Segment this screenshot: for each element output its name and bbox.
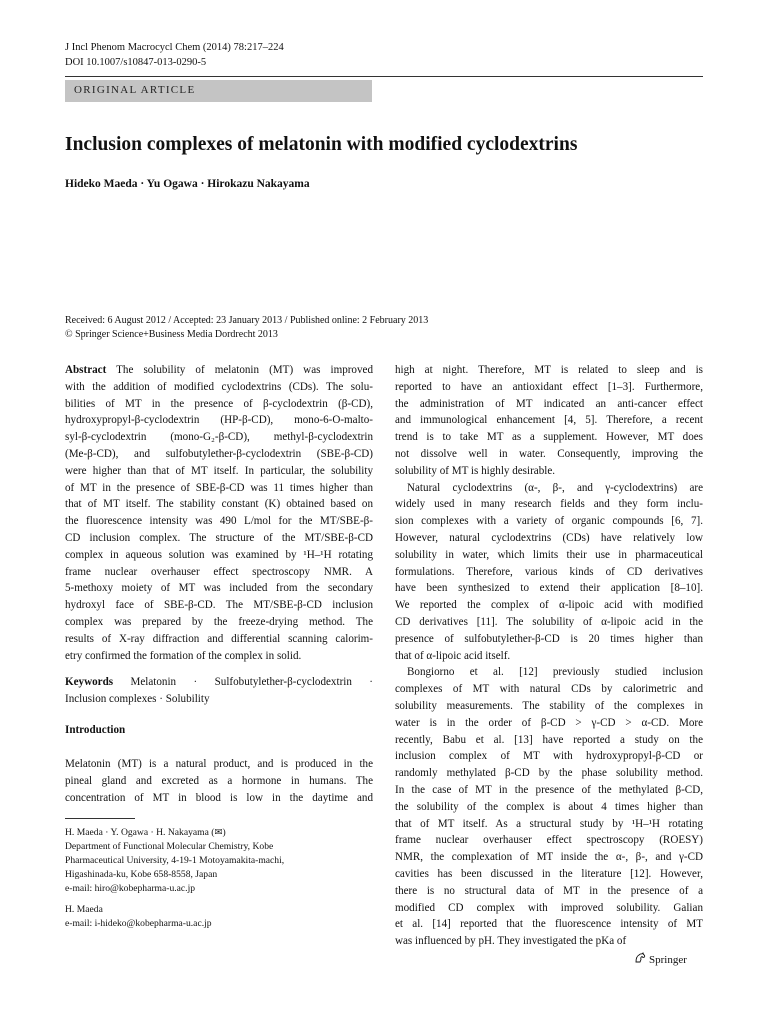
body-line: water is in the order of β-CD > γ-CD > α-CD. More — [395, 716, 703, 729]
body-line: Bongiorno et al. [12] previously studied inclusion — [407, 666, 703, 679]
publication-history: Received: 6 August 2012 / Accepted: 23 January 2013 / Published online: 2 February 2013 — [65, 315, 429, 326]
abstract — [65, 362, 373, 664]
body-line: presence of sulfobutylether-β-CD is 20 times higher than — [395, 632, 703, 645]
body-line: formulations. Therefore, various kinds of CD derivatives — [395, 565, 703, 578]
body-line: the administration of MT indicated an anti-cancer effect — [395, 397, 703, 410]
abstract-line: CD inclusion complex. The structure of the MT/SBE-β-CD — [65, 531, 373, 544]
publication-dates — [65, 314, 428, 342]
journal-citation: J Incl Phenom Macrocycl Chem (2014) 78:217–224 — [65, 42, 284, 53]
affiliation-line: e-mail: hiro@kobepharma-u.ac.jp — [65, 883, 196, 894]
abstract-line: etry confirmed the formation of the complex in solid. — [65, 649, 302, 662]
body-line: high at night. Therefore, MT is related to sleep and is — [395, 364, 703, 376]
introduction-body — [65, 756, 373, 806]
abstract-line: 5-methoxy moiety of MT was included from the secondary — [65, 582, 373, 595]
abstract-line: hydroxypropyl-β-cyclodextrin (HP-β-CD), mono-6-O-malto- — [65, 414, 373, 427]
body-line: solubility of MT is highly desirable. — [395, 464, 556, 477]
affiliation-line: e-mail: i-hideko@kobepharma-u.ac.jp — [65, 918, 212, 929]
body-line: reported to have an antioxidant effect [1–3]. Furthermore, — [395, 380, 703, 393]
body-line: We reported the complex of α-lipoic acid with modified — [395, 599, 703, 612]
abstract-line: syl-β-cyclodextrin (mono-G₂-β-CD), methyl-β-cyclodextrin — [65, 431, 373, 444]
introduction-line: pineal gland and excreted as a hormone in humans. The — [65, 774, 373, 787]
body-line: Natural cyclodextrins (α-, β-, and γ-cyclodextrins) are — [407, 481, 703, 494]
body-line: complexes of MT with natural CDs by calorimetric and — [395, 683, 703, 696]
introduction-heading: Introduction — [65, 724, 126, 736]
affiliation-line: H. Maeda — [65, 904, 103, 915]
affiliation-block-corresponding — [65, 903, 284, 931]
affiliation-line: Higashinada-ku, Kobe 658-8558, Japan — [65, 869, 218, 880]
keywords — [65, 674, 373, 708]
springer-horse-icon — [634, 952, 646, 964]
body-line: frame nuclear overhauser effect spectroscopy (ROESY) — [395, 834, 703, 847]
right-column — [395, 362, 703, 950]
body-line: widely used in many research fields and they form inclu- — [395, 498, 703, 511]
body-line: that of α-lipoic acid itself. — [395, 649, 511, 662]
footnote-rule — [65, 818, 135, 819]
body-line: NMR, the complexation of MT inside the α-, β-, and γ-CD — [395, 851, 703, 864]
body-line: not dissolve well in water. Consequently, improving the — [395, 447, 703, 460]
article-type-banner — [65, 80, 372, 102]
abstract-line: were higher than that of MT itself. In particular, the solubility — [65, 464, 373, 477]
abstract-line: hydroxyl face of SBE-β-CD. The MT/SBE-β-CD inclusion — [65, 599, 373, 612]
body-line: trend is to take MT as a supplement. However, MT does — [395, 431, 703, 444]
body-line: solubility measurements. The stability of the complexes in — [395, 699, 703, 712]
copyright-notice: © Springer Science+Business Media Dordrecht 2013 — [65, 329, 278, 340]
author-list: Hideko Maeda · Yu Ogawa · Hirokazu Nakayama — [65, 178, 310, 190]
abstract-line: results of X-ray diffraction and differential scanning calorim- — [65, 632, 373, 645]
abstract-line: the fluorescence intensity was 490 L/mol for the MT/SBE-β- — [65, 515, 373, 528]
introduction-line: Melatonin (MT) is a natural product, and is produced in the — [65, 758, 373, 770]
affiliation-line: Pharmaceutical University, 4-19-1 Motoyamakita-machi, — [65, 855, 285, 866]
header-rule — [65, 76, 703, 77]
abstract-line: that of MT itself. The stability constant (K) obtained based on — [65, 498, 373, 511]
abstract-line: Abstract The solubility of melatonin (MT) was improved — [65, 364, 373, 376]
body-line: and immunological enhancement [4, 5]. Therefore, a recent — [395, 414, 703, 427]
body-line: modified CD complex with improved solubility. Galian — [395, 901, 703, 914]
keywords-line: Keywords Melatonin · Sulfobutylether-β-cyclodextrin · — [65, 676, 373, 689]
affiliation-line: Department of Functional Molecular Chemistry, Kobe — [65, 841, 274, 852]
body-line: there is no structural data of MT in the presence of a — [395, 884, 703, 897]
left-column — [65, 362, 373, 708]
body-line: inclusion complex of MT with hydroxypropyl-β-CD or — [395, 750, 703, 763]
body-line: the solubility of the complex is about 4 times higher than — [395, 800, 703, 813]
article-type: ORIGINAL ARTICLE — [74, 84, 196, 96]
abstract-line: (Me-β-CD), and sulfobutylether-β-cyclodextrin (SBE-β-CD) — [65, 447, 373, 460]
body-line: sion complexes with a variety of organic compounds [6, 7]. — [395, 515, 703, 528]
affiliations — [65, 826, 284, 931]
doi: DOI 10.1007/s10847-013-0290-5 — [65, 57, 207, 68]
body-line: recently, Babu et al. [13] have reported a study on the — [395, 733, 703, 746]
body-line: CD derivatives [11]. The solubility of α-lipoic acid in the — [395, 615, 703, 628]
abstract-line: with the addition of modified cyclodextrins (CDs). The solu- — [65, 380, 373, 393]
article-title: Inclusion complexes of melatonin with modified cyclodextrins — [65, 134, 578, 155]
affiliation-line: H. Maeda · Y. Ogawa · H. Nakayama (✉) — [65, 827, 226, 838]
publisher-name: Springer — [649, 954, 687, 966]
abstract-line: frame nuclear overhauser effect spectroscopy NMR. A — [65, 565, 373, 578]
body-line: However, natural cyclodextrins (CDs) have relatively low — [395, 531, 703, 544]
affiliation-block-authors — [65, 826, 284, 896]
body-line: was influenced by pH. They investigated the pKa of — [395, 935, 627, 948]
journal-reference — [65, 40, 284, 70]
publisher-logo — [634, 952, 687, 966]
abstract-line: complex in aqueous solution was examined by ¹H–¹H rotating — [65, 548, 373, 561]
body-line: solubility in water, which limits their use in pharmaceutical — [395, 548, 703, 561]
body-line: et al. [14] reported that the fluorescence intensity of MT — [395, 918, 703, 931]
keywords-line: Inclusion complexes · Solubility — [65, 693, 210, 706]
introduction-line: concentration of MT in blood is low in the daytime and — [65, 791, 373, 804]
abstract-line: complex was prepared by the freeze-drying method. The — [65, 615, 373, 628]
body-line: that of MT itself. As a structural study by ¹H–¹H rotating — [395, 817, 703, 830]
abstract-line: bilities of MT in the presence of β-cyclodextrin (β-CD), — [65, 397, 373, 410]
body-line: randomly methylated β-CD by the phase solubility method. — [395, 767, 703, 780]
body-line: In the case of MT in the presence of the methylated β-CD, — [395, 783, 703, 796]
body-line: have been synthesized to extend their application [8–10]. — [395, 582, 703, 595]
abstract-line: of MT in the presence of SBE-β-CD was 11 times higher than — [65, 481, 373, 494]
body-line: cavities has been discussed in the literature [12]. However, — [395, 867, 703, 880]
